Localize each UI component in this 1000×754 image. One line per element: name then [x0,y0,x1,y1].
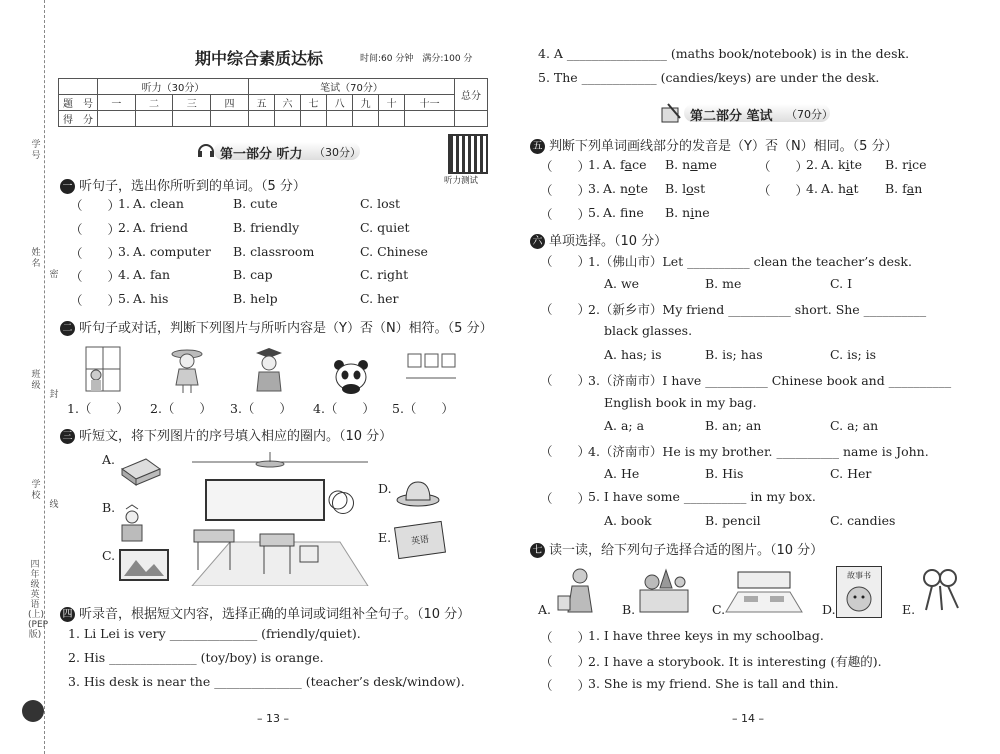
s4-item-1[interactable]: 1. Li Lei is very ______________ (friendly/quiet). [68,626,361,641]
word-a: A. face [603,157,647,172]
answer-paren[interactable]: （ ） [540,630,591,645]
item-number: 2. [806,157,818,172]
option-a: A. clean [133,196,184,211]
score-cell[interactable] [301,111,327,127]
item-number: 5. [588,205,600,220]
section6-number: 六 [530,234,545,249]
time-note: 时间:60 分钟 满分:100 分 [360,54,473,64]
score-table [58,78,488,127]
item-number: 1. [588,157,600,172]
answer-paren[interactable]: （ ） [70,269,121,284]
part1-title: 第一部分 听力 [220,147,303,162]
binding-label-class: 班级 [31,370,41,391]
option-b: B. help [233,291,278,306]
s3-label-e: E. [378,530,392,545]
s6-q2-option-a[interactable]: A. has; is [604,347,662,362]
section5-number: 五 [530,139,545,154]
option-c: C. right [360,267,409,282]
option-b: B. cute [233,196,278,211]
section6-instructions: 单项选择。（10 分） [549,234,668,249]
item-number: 1. [118,196,130,211]
s6-q5-option-c[interactable]: C. candies [830,513,896,528]
word-a: A. note [603,181,648,196]
book-label: 四年级英语(上)(PEP版) [28,560,49,640]
s2-answer-4[interactable]: 4.（ ） [313,401,375,416]
toy-box-picture-icon [636,566,692,614]
books-picture-icon [118,455,162,489]
item-number: 3. [118,244,130,259]
score-cell[interactable] [274,111,300,127]
answer-paren[interactable]: （ ） [70,293,121,308]
pictures-on-wall-icon [404,350,458,384]
s6-q5-option-a[interactable]: A. book [604,513,652,528]
graduate-picture-icon [250,345,288,395]
s6-q3-option-a[interactable]: A. a; a [604,418,645,433]
s6-q3-stem-cont: English book in my bag. [604,395,757,410]
s6-q4-option-a[interactable]: A. He [604,466,640,481]
s4-item-4[interactable]: 4. A ________________ (maths book/notebook) is in the desk. [538,46,910,61]
item-number: 5. [118,291,130,306]
section7-instructions: 读一读，给下列句子选择合适的图片。（10 分） [549,543,824,558]
s4-item-2[interactable]: 2. His ______________ (toy/boy) is orange. [68,650,324,665]
page-title: 期中综合素质达标 [195,49,324,68]
score-col-number: 三 [173,95,211,111]
score-col-number: 五 [248,95,274,111]
s3-answer-circle[interactable] [332,492,354,514]
logo-badge-icon [22,700,44,722]
section1-instructions: 听句子，选出你所听到的单词。（5 分） [79,179,306,194]
answer-paren[interactable]: （ ） [540,159,591,174]
score-row-label-score: 得 分 [59,111,98,127]
score-col-number: 十一 [405,95,455,111]
section4-number: 四 [60,607,75,622]
item-number: 3. [588,181,600,196]
hat-picture-icon [395,478,441,508]
page-number-left: – 13 – [257,712,289,725]
section2-number: 二 [60,321,75,336]
option-b: B. classroom [233,244,315,259]
score-cell[interactable] [135,111,173,127]
s7-label-b: B. [622,602,636,617]
score-col-number: 一 [98,95,136,111]
section6-heading [530,230,667,249]
keys-picture-icon [914,566,968,614]
answer-paren[interactable]: （ ） [540,654,591,669]
item-number: 4. [118,267,130,282]
answer-paren[interactable]: （ ） [540,254,591,269]
option-a: A. computer [133,244,211,259]
qr-caption: 听力测试 [444,176,479,186]
score-cell[interactable] [211,111,249,127]
s3-label-c: C. [102,548,116,563]
english-book-picture-icon [394,521,446,559]
s2-answer-5[interactable]: 5.（ ） [392,401,454,416]
qr-code-icon[interactable] [448,134,488,174]
s6-q2-option-b[interactable]: B. is; has [705,347,763,362]
option-b: B. cap [233,267,273,282]
word-b: B. fan [885,181,923,196]
score-cell[interactable] [248,111,274,127]
binding-label-student-id: 学号 [31,140,41,161]
section5-heading [530,135,898,154]
page-number-right: – 14 – [732,712,764,725]
s2-answer-1[interactable]: 1.（ ） [67,401,129,416]
answer-paren[interactable]: （ ） [70,198,121,213]
section2-heading [60,317,493,336]
section3-instructions: 听短文，将下列图片的序号填入相应的圈内。（10 分） [79,429,393,444]
answer-paren[interactable]: （ ） [758,183,809,198]
panda-picture-icon [330,357,372,395]
score-cell[interactable] [405,111,455,127]
answer-paren[interactable]: （ ） [540,207,591,222]
score-header-total: 总分 [455,79,488,111]
answer-paren[interactable]: （ ） [540,183,591,198]
answer-paren[interactable]: （ ） [540,302,591,317]
score-col-number: 七 [301,95,327,111]
s7-label-e: E. [902,602,916,617]
option-c: C. quiet [360,220,410,235]
score-row-label-number: 题 号 [59,95,98,111]
binding-mark-seal: 密 [49,270,59,280]
section4-heading [60,603,470,622]
answer-paren[interactable]: （ ） [758,159,809,174]
s2-answer-2[interactable]: 2.（ ） [150,401,212,416]
s6-q4-option-c[interactable]: C. Her [830,466,872,481]
s6-q2-stem: 2.（新乡市）My friend __________ short. She __________ [588,302,927,317]
option-a: A. friend [133,220,189,235]
girl-at-window-picture-icon [82,345,124,395]
s7-item-1: 1. I have three keys in my schoolbag. [588,628,824,643]
score-col-number: 四 [211,95,249,111]
answer-paren[interactable]: （ ） [540,678,591,693]
s7-label-d: D. [822,602,836,617]
classroom-picture-icon [724,566,804,614]
s6-q4-option-b[interactable]: B. His [705,466,744,481]
score-header-writing: 笔试（70分） [248,79,454,95]
s4-item-5[interactable]: 5. The ____________ (candies/keys) are under the desk. [538,70,880,85]
score-col-number: 九 [353,95,379,111]
score-cell[interactable] [98,111,136,127]
s6-q3-option-b[interactable]: B. an; an [705,418,762,433]
score-cell[interactable] [173,111,211,127]
s6-q2-option-c[interactable]: C. is; is [830,347,877,362]
section3-heading [60,425,392,444]
answer-paren[interactable]: （ ） [70,222,121,237]
score-col-number: 六 [274,95,300,111]
option-c: C. lost [360,196,401,211]
s6-q3-option-c[interactable]: C. a; an [830,418,879,433]
s6-q1-option-a[interactable]: A. we [604,276,640,291]
binding-line [44,0,45,754]
binding-label-school: 学校 [31,480,41,501]
s6-q1-stem: 1.（佛山市）Let __________ clean the teacher’s desk. [588,254,912,269]
section7-number: 七 [530,543,545,558]
s6-q5-stem: 5. I have some __________ in my box. [588,489,816,504]
storybook-label: 故事书 [847,571,871,580]
answer-paren[interactable]: （ ） [540,444,591,459]
classroom-scene-picture [190,450,370,586]
option-c: C. Chinese [360,244,428,259]
score-col-number: 八 [327,95,353,111]
score-header-listening: 听力（30分） [98,79,249,95]
score-cell[interactable] [353,111,379,127]
binding-mark-line: 线 [49,500,59,510]
binding-label-name: 姓名 [31,248,41,269]
option-a: A. his [133,291,169,306]
section2-instructions: 听句子或对话，判断下列图片与所听内容是（Y）否（N）相符。（5 分） [79,321,493,336]
score-col-number: 十 [379,95,405,111]
headphones-icon [196,140,216,160]
s3-label-a: A. [102,452,116,467]
option-a: A. fan [133,267,171,282]
part2-points: （70分） [786,108,833,121]
pen-and-book-icon [660,102,684,124]
s3-label-b: B. [102,500,116,515]
word-b: B. name [665,157,717,172]
section7-heading [530,539,823,558]
word-b: B. lost [665,181,706,196]
s3-label-d: D. [378,481,392,496]
item-number: 4. [806,181,818,196]
s6-q1-option-c[interactable]: C. I [830,276,853,291]
section1-number: 一 [60,179,75,194]
s6-q4-stem: 4.（济南市）He is my brother. __________ name is John. [588,444,929,459]
word-a: A. kite [821,157,862,172]
s4-item-3[interactable]: 3. His desk is near the ______________ (teacher’s desk/window). [68,674,465,689]
part1-points: （30分） [314,146,361,159]
option-b: B. friendly [233,220,300,235]
answer-paren[interactable]: （ ） [540,491,591,506]
s7-label-a: A. [538,602,552,617]
option-c: C. her [360,291,399,306]
score-cell[interactable] [379,111,405,127]
framed-picture-icon [118,548,170,582]
score-col-number: 二 [135,95,173,111]
right-page [500,0,1000,754]
s6-q3-stem: 3.（济南市）I have __________ Chinese book and __________ [588,373,952,388]
english-book-label: 英语 [410,534,430,548]
s2-answer-3[interactable]: 3.（ ） [230,401,292,416]
s7-label-c: C. [712,602,726,617]
word-b: B. rice [885,157,927,172]
item-number: 2. [118,220,130,235]
s7-item-3: 3. She is my friend. She is tall and thin. [588,676,839,691]
binding-mark-feng: 封 [49,390,59,400]
section1-heading [60,175,306,194]
section3-number: 三 [60,429,75,444]
section4-instructions: 听录音，根据短文内容，选择正确的单词或词组补全句子。（10 分） [79,607,471,622]
s7-item-2: 2. I have a storybook. It is interesting (有趣的). [588,654,882,669]
word-a: A. hat [821,181,859,196]
part2-title: 第二部分 笔试 [690,109,773,124]
toy-picture-icon [118,503,146,543]
word-b: B. nine [665,205,710,220]
score-total-cell[interactable] [455,111,488,127]
section5-instructions: 判断下列单词画线部分的发音是（Y）否（N）相同。（5 分） [549,139,898,154]
score-cell[interactable] [327,111,353,127]
storybook-picture-icon [836,566,882,618]
s6-q5-option-b[interactable]: B. pencil [705,513,761,528]
girl-reading-picture-icon [552,566,608,614]
s6-q1-option-b[interactable]: B. me [705,276,742,291]
answer-paren[interactable]: （ ） [70,246,121,261]
answer-paren[interactable]: （ ） [540,373,591,388]
word-a: A. fne [603,205,644,220]
s6-q2-stem-cont: black glasses. [604,323,693,338]
girl-with-hat-picture-icon [168,345,206,395]
